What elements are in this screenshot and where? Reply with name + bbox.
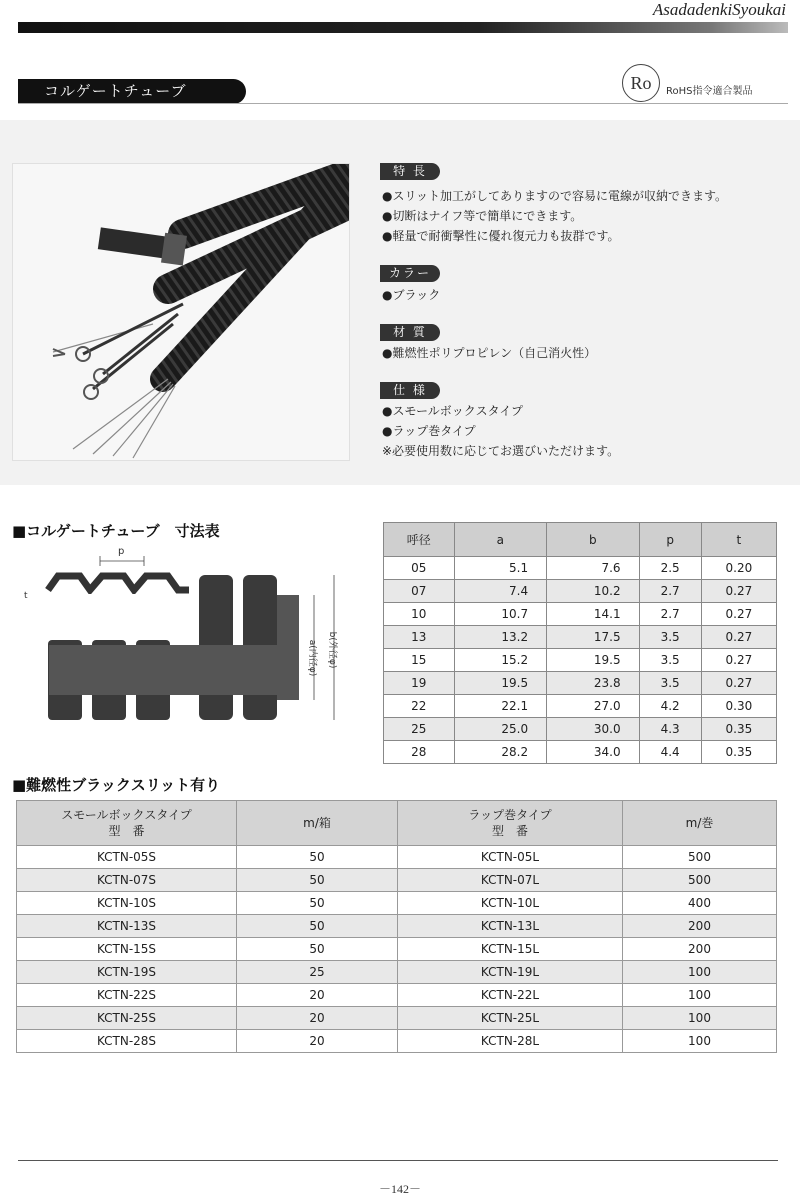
table-cell: 4.2 — [639, 695, 701, 718]
table-row — [384, 557, 777, 580]
table-cell: 25 — [384, 718, 455, 741]
dimensions-title: ■コルゲートチューブ 寸法表 — [12, 522, 220, 540]
table-cell: 50 — [237, 892, 398, 915]
table-cell: 0.27 — [701, 626, 776, 649]
table-header: b — [547, 523, 639, 557]
table-row — [384, 649, 777, 672]
table-cell: KCTN-28S — [17, 1030, 237, 1053]
table-cell: 28 — [384, 741, 455, 764]
table-cell: 07 — [384, 580, 455, 603]
small-type-label: スモールボックスタイプ — [61, 808, 192, 822]
thickness-label: t — [24, 591, 28, 601]
table-cell: 3.5 — [639, 649, 701, 672]
table-cell: KCTN-19S — [17, 961, 237, 984]
feature-item: ●切断はナイフ等で簡単にできます。 — [382, 209, 583, 223]
table-cell: 20 — [237, 984, 398, 1007]
footer-divider — [18, 1160, 778, 1161]
wrap-type-label: ラップ巻タイプ — [468, 808, 552, 822]
inner-diameter-label: a(内径φ) — [307, 639, 317, 677]
table-cell: 19 — [384, 672, 455, 695]
table-cell: 2.7 — [639, 603, 701, 626]
table-row — [17, 961, 777, 984]
table-row — [384, 695, 777, 718]
tube-photo-image — [13, 164, 349, 460]
wrap-model-label: 型 番 — [491, 824, 528, 838]
table-cell: 200 — [623, 938, 777, 961]
table-cell: 500 — [623, 846, 777, 869]
table-cell: 0.35 — [701, 718, 776, 741]
table-cell: 0.27 — [701, 580, 776, 603]
rohs-mark: Ro — [622, 64, 660, 102]
table-cell: 27.0 — [547, 695, 639, 718]
small-unit-header: m/箱 — [237, 801, 398, 846]
table-cell: 2.5 — [639, 557, 701, 580]
table-cell: 50 — [237, 915, 398, 938]
table-cell: KCTN-10S — [17, 892, 237, 915]
dimensions-table — [383, 522, 777, 764]
table-row — [17, 846, 777, 869]
table-cell: 19.5 — [454, 672, 546, 695]
spec-note: ※必要使用数に応じてお選びいただけます。 — [382, 444, 620, 458]
table-cell: 28.2 — [454, 741, 546, 764]
table-cell: KCTN-25L — [398, 1007, 623, 1030]
spec-label: 仕 様 — [380, 382, 440, 399]
table-cell: KCTN-13L — [398, 915, 623, 938]
table-header: a — [454, 523, 546, 557]
table-cell: KCTN-05S — [17, 846, 237, 869]
table-cell: 20 — [237, 1030, 398, 1053]
table-row — [384, 626, 777, 649]
table-cell: KCTN-22S — [17, 984, 237, 1007]
page-number: －142－ — [378, 1182, 421, 1196]
table-row — [17, 1007, 777, 1030]
small-model-header — [17, 801, 237, 846]
table-cell: KCTN-05L — [398, 846, 623, 869]
wrap-model-header — [398, 801, 623, 846]
table-cell: 15.2 — [454, 649, 546, 672]
products-title: ■難燃性ブラックスリット有り — [12, 776, 221, 794]
table-cell: 50 — [237, 846, 398, 869]
table-row — [384, 741, 777, 764]
table-cell: KCTN-07S — [17, 869, 237, 892]
table-cell: 100 — [623, 1007, 777, 1030]
table-cell: 3.5 — [639, 672, 701, 695]
table-cell: 14.1 — [547, 603, 639, 626]
features-label: 特 長 — [380, 163, 440, 180]
table-cell: 25.0 — [454, 718, 546, 741]
table-cell: 0.27 — [701, 649, 776, 672]
table-cell: 15 — [384, 649, 455, 672]
table-cell: KCTN-28L — [398, 1030, 623, 1053]
color-item: ●ブラック — [382, 288, 441, 302]
table-cell: 7.4 — [454, 580, 546, 603]
table-cell: 500 — [623, 869, 777, 892]
table-cell: 25 — [237, 961, 398, 984]
table-cell: 4.4 — [639, 741, 701, 764]
table-cell: 19.5 — [547, 649, 639, 672]
table-cell: 100 — [623, 984, 777, 1007]
tube-diagram — [14, 540, 354, 730]
pitch-label: p — [118, 546, 125, 557]
table-row — [384, 672, 777, 695]
table-row — [17, 1030, 777, 1053]
title-divider — [18, 103, 788, 104]
table-cell: 200 — [623, 915, 777, 938]
table-cell: KCTN-10L — [398, 892, 623, 915]
table-cell: 0.27 — [701, 603, 776, 626]
table-cell: 10.7 — [454, 603, 546, 626]
small-model-label: 型 番 — [108, 824, 145, 838]
table-cell: 34.0 — [547, 741, 639, 764]
table-cell: 0.27 — [701, 672, 776, 695]
table-cell: 23.8 — [547, 672, 639, 695]
material-item: ●難燃性ポリプロピレン（自己消火性） — [382, 346, 597, 360]
header-bar — [18, 22, 788, 33]
table-header: 呼径 — [384, 523, 455, 557]
spec-item: ●スモールボックスタイプ — [382, 404, 524, 418]
page-title: コルゲートチューブ — [18, 79, 246, 104]
table-cell: 0.20 — [701, 557, 776, 580]
table-cell: KCTN-25S — [17, 1007, 237, 1030]
table-cell: 50 — [237, 938, 398, 961]
product-photo — [12, 163, 350, 461]
feature-item: ●スリット加工がしてありますので容易に電線が収納できます。 — [382, 189, 728, 203]
table-row — [17, 869, 777, 892]
table-cell: 17.5 — [547, 626, 639, 649]
table-cell: 05 — [384, 557, 455, 580]
table-cell: 50 — [237, 869, 398, 892]
table-cell: KCTN-07L — [398, 869, 623, 892]
spec-item: ●ラップ巻タイプ — [382, 424, 476, 438]
table-cell: 13 — [384, 626, 455, 649]
table-row — [384, 603, 777, 626]
table-cell: 20 — [237, 1007, 398, 1030]
color-label: カラー — [380, 265, 440, 282]
table-cell: 22 — [384, 695, 455, 718]
table-cell: 0.35 — [701, 741, 776, 764]
material-label: 材 質 — [380, 324, 440, 341]
table-cell: 22.1 — [454, 695, 546, 718]
table-cell: 7.6 — [547, 557, 639, 580]
table-cell: 4.3 — [639, 718, 701, 741]
table-cell: KCTN-19L — [398, 961, 623, 984]
table-row — [17, 938, 777, 961]
table-row — [384, 718, 777, 741]
table-cell: 5.1 — [454, 557, 546, 580]
table-cell: 100 — [623, 961, 777, 984]
products-table — [16, 800, 777, 1053]
table-cell: 2.7 — [639, 580, 701, 603]
brand-name: AsadadenkiSyoukai — [652, 0, 786, 19]
table-cell: 400 — [623, 892, 777, 915]
table-cell: KCTN-15L — [398, 938, 623, 961]
table-cell: 13.2 — [454, 626, 546, 649]
table-cell: 30.0 — [547, 718, 639, 741]
outer-diameter-label: b(外径φ) — [327, 631, 337, 669]
table-cell: 0.30 — [701, 695, 776, 718]
table-cell: KCTN-15S — [17, 938, 237, 961]
table-header: p — [639, 523, 701, 557]
table-row — [384, 580, 777, 603]
table-cell: 100 — [623, 1030, 777, 1053]
table-cell: 3.5 — [639, 626, 701, 649]
table-cell: KCTN-22L — [398, 984, 623, 1007]
table-cell: KCTN-13S — [17, 915, 237, 938]
table-header: t — [701, 523, 776, 557]
table-row — [17, 984, 777, 1007]
table-row — [17, 915, 777, 938]
rohs-label: RoHS指令適合製品 — [666, 86, 753, 97]
table-cell: 10.2 — [547, 580, 639, 603]
wrap-unit-header: m/巻 — [623, 801, 777, 846]
table-cell: 10 — [384, 603, 455, 626]
feature-item: ●軽量で耐衝撃性に優れ復元力も抜群です。 — [382, 229, 620, 243]
table-row — [17, 892, 777, 915]
